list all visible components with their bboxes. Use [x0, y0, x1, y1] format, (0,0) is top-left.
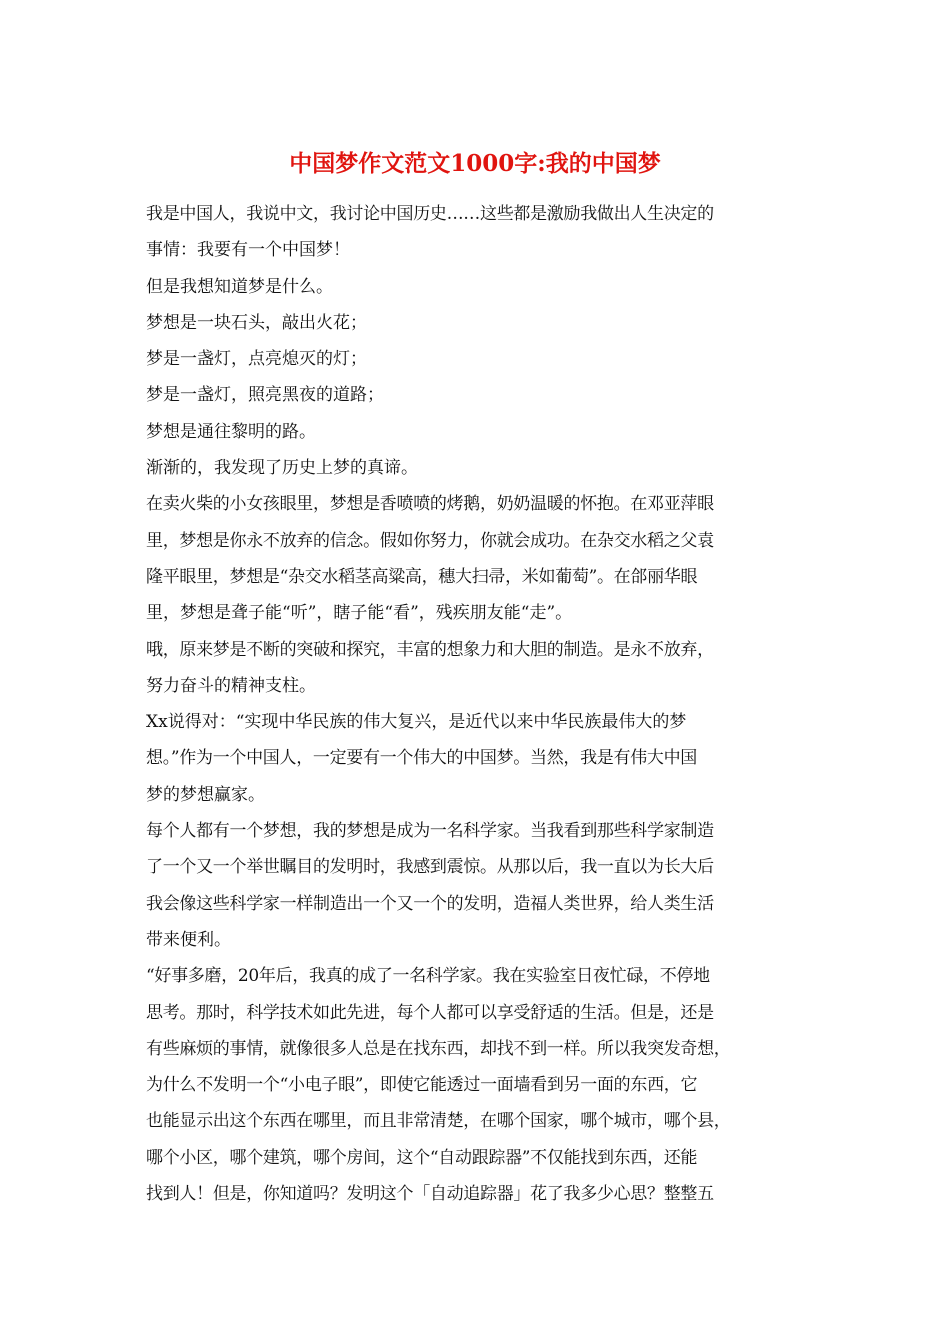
- document-body: [146, 196, 806, 1212]
- text-line: 事情：我要有一个中国梦！: [146, 240, 350, 261]
- text-line: 了一个又一个举世瞩目的发明时，我感到震惊。从那以后，我一直以为长大后: [146, 857, 714, 878]
- text-line: 也能显示出这个东西在哪里，而且非常清楚，在哪个国家，哪个城市，哪个县，: [146, 1111, 731, 1132]
- text-line: Xx说得对：“实现中华民族的伟大复兴，是近代以来中华民族最伟大的梦: [146, 712, 687, 733]
- text-line: 找到人！但是，你知道吗？发明这个「自动追踪器」花了我多少心思？整整五: [146, 1184, 714, 1205]
- text-line: 思考。那时，科学技术如此先进，每个人都可以享受舒适的生活。但是，还是: [146, 1002, 714, 1023]
- text-line: 隆平眼里，梦想是“杂交水稻茎高粱高，穗大扫帚，米如葡萄”。在郃丽华眼: [146, 566, 698, 587]
- text-line: 里，梦想是你永不放弃的信念。假如你努力，你就会成功。在杂交水稻之父袁: [146, 530, 714, 551]
- text-line: 哪个小区，哪个建筑，哪个房间，这个“自动跟踪器”不仅能找到东西，还能: [146, 1147, 698, 1168]
- text-line: 我是中国人，我说中文，我讨论中国历史……这些都是激励我做出人生决定的: [146, 204, 714, 224]
- document-title: 中国梦作文范文1000字:我的中国梦: [289, 150, 661, 177]
- text-line: “好事多磨，20年后，我真的成了一名科学家。我在实验室日夜忙碌，不停地: [146, 966, 710, 987]
- text-line: 每个人都有一个梦想，我的梦想是成为一名科学家。当我看到那些科学家制造: [146, 821, 714, 842]
- text-line: 为什么不发明一个“小电子眼”，即使它能透过一面墙看到另一面的东西，它: [146, 1075, 698, 1096]
- text-line: 里，梦想是聋子能“听”，瞎子能“看”，残疾朋友能“走”。: [146, 603, 573, 624]
- text-line: 渐渐的，我发现了历史上梦的真谛。: [146, 458, 418, 479]
- text-line: 梦是一盏灯，点亮熄灭的灯；: [146, 349, 367, 370]
- text-line: 但是我想知道梦是什么。: [146, 276, 333, 297]
- text-line: 梦想是通往黎明的路。: [146, 421, 316, 442]
- text-line: 哦，原来梦是不断的突破和探究，丰富的想象力和大胆的制造。是永不放弃，: [146, 639, 714, 660]
- text-line: 我会像这些科学家一样制造出一个又一个的发明，造福人类世界，给人类生活: [146, 893, 714, 914]
- text-line: 带来便利。: [146, 929, 231, 950]
- text-line: 在卖火柴的小女孩眼里，梦想是香喷喷的烤鹅，奶奶温暖的怀抱。在邓亚萍眼: [146, 494, 714, 515]
- text-line: 梦的梦想赢家。: [146, 784, 265, 805]
- text-line: 努力奋斗的精神支柱。: [146, 675, 316, 696]
- text-line: 梦想是一块石头，敲出火花；: [146, 312, 367, 333]
- text-line: 梦是一盏灯，照亮黑夜的道路；: [146, 385, 384, 406]
- text-line: 有些麻烦的事情，就像很多人总是在找东西，却找不到一样。所以我突发奇想，: [146, 1038, 731, 1059]
- text-line: 想。”作为一个中国人，一定要有一个伟大的中国梦。当然，我是有伟大中国: [146, 748, 697, 769]
